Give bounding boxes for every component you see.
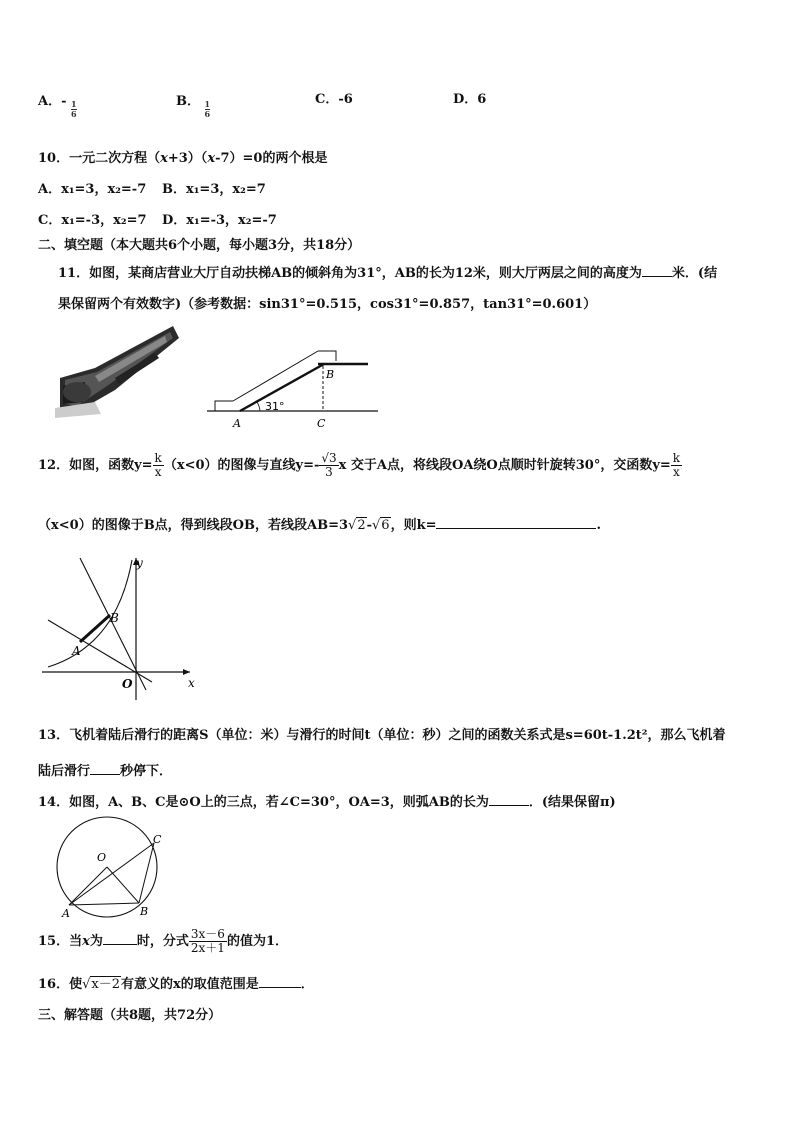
escalator-diagram [205,348,380,430]
q10-option-a: A．x₁=3，x₂=-7 [38,182,147,197]
q16-stem: 16．使√x－2有意义的x的取值范围是 ． [38,977,314,992]
q13-line-2: 陆后滑行 秒停下． [38,764,173,779]
upper-landing [318,351,336,361]
q11-line-2: 果保留两个有效数字)（参考数据：sin31°=0.515，cos31°=0.857，tan31°=0.601） [58,297,597,312]
origin-label: O [122,677,133,691]
q12-line-1: 12．如图，函数y= $\frac{k}{x}$ （x<0）的图像与直线y=- $\frac{√3}{3}$ x 交于A点，将线段OA绕O点顺时针旋转30°，交函数y= $\frac{k}{x}$ [38,451,681,479]
q13-answer-blank [90,762,120,775]
point-a-label: A [72,644,81,658]
q16-answer-blank [259,975,301,988]
q15-fraction: $\frac{3x-6}{2x+1}$ [190,927,225,955]
handrail-line [233,351,318,401]
q14-circle-diagram [52,815,167,920]
x-axis-arrow-icon [183,669,190,675]
angle-label: 31° [265,400,285,413]
angle-arc [257,402,260,411]
q14-answer-blank [489,793,529,806]
y-axis-label: y [136,556,143,570]
q9-option-b-label: B． [176,94,200,109]
q15-answer-blank [103,932,137,945]
q12-answer-blank [436,516,596,529]
q10-option-d: D．x₁=-3，x₂=-7 [162,213,277,228]
point-c-label: C [317,417,326,430]
escalator-photo [55,318,180,418]
segment-oa [69,867,107,905]
q12-fraction-k-over-x-2: $\frac{k}{x}$ [672,451,681,479]
chord-ab [69,903,139,905]
q9-option-a [38,88,77,119]
point-b-label: B [326,368,335,381]
point-b-label: B [110,611,119,625]
point-b-label: B [140,905,149,918]
x-axis-label: x [188,676,195,690]
q12-fraction-k-over-x: $\frac{k}{x}$ [154,451,162,479]
q12-fraction-sqrt3-over-3: $\frac{√3}{3}$ [321,451,337,479]
q9-option-d: D．6 [453,92,487,107]
segment-ob [107,867,139,903]
q12-line-2: （x<0）的图像于B点，得到线段OB，若线段AB=3√2-√6，则k= . [38,518,602,533]
q9-option-c: C．-6 [315,92,353,107]
q10-option-c: C．x₁=-3，x₂=7 [38,213,147,228]
q9-option-b [176,88,211,119]
q14-stem: 14．如图，A、B、C是⊙O上的三点，若∠C=30°，OA=3，则弧AB的长为 ．(结果保留π) [38,795,616,810]
q12-graph [40,552,200,702]
q9-option-b-fraction: $\frac{1}{6}$ [204,99,211,119]
q11-answer-blank [642,264,672,277]
hyperbola-curve [48,560,132,667]
center-o-label: O [97,851,107,864]
segment-ab [80,615,110,642]
section-2-heading: 二、填空题（本大题共6个小题，每小题3分，共18分） [38,238,361,253]
q10-stem: 10．一元二次方程（x+3）（x-7）=0的两个根是 [38,151,328,166]
section-3-heading: 三、解答题（共8题，共72分） [38,1008,222,1023]
q15-stem: 15．当x为 时，分式 $\frac{3x-6}{2x+1}$ 的值为1． [38,927,288,955]
q13-line-1: 13．飞机着陆后滑行的距离S（单位：米）与滑行的时间t（单位：秒）之间的函数关系式是s=60t-1.2t²，那么飞机着 [38,728,726,743]
q9-option-a-fraction: $\frac{1}{6}$ [71,99,77,119]
q10-option-b: B．x₁=3，x₂=7 [162,182,266,197]
lower-landing [215,401,233,411]
q9-option-a-label: A．- [38,94,67,109]
point-c-label: C [153,833,162,846]
q11-line-1: 11．如图，某商店营业大厅自动扶梯AB的倾斜角为31°，AB的长为12米，则大厅两层之间的高度为 米．(结 [58,266,718,281]
point-a-label: A [62,907,70,920]
point-a-label: A [233,417,241,430]
